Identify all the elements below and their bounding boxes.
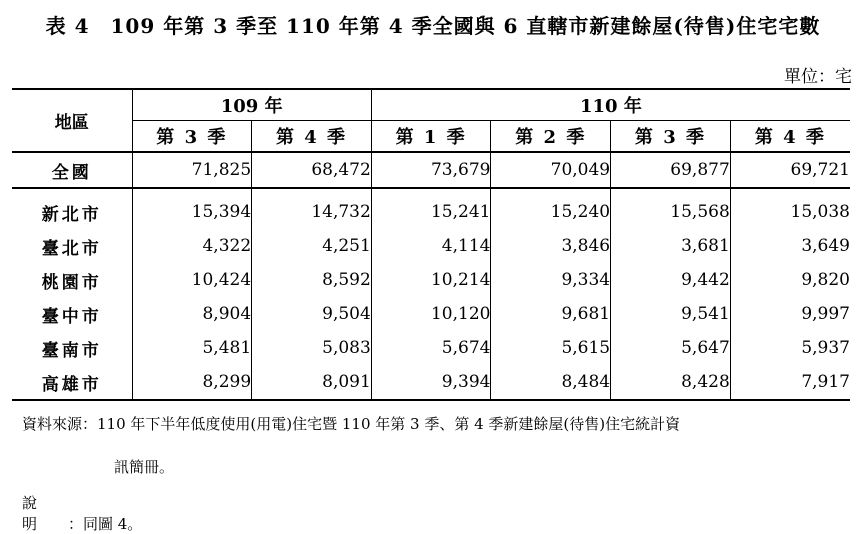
table-row — [12, 229, 850, 263]
table-row — [12, 365, 850, 400]
source-note-continued: 訊簡冊。 — [114, 458, 175, 476]
cell-value: 69,877 — [611, 152, 731, 188]
cell-value: 73,679 — [371, 152, 491, 188]
table-row — [12, 188, 850, 229]
quarter-header: 第 4 季 — [730, 121, 850, 153]
note-key: 說 明 — [22, 494, 68, 533]
cell-value: 3,846 — [491, 229, 611, 263]
cell-value: 8,484 — [491, 365, 611, 400]
cell-value: 3,649 — [801, 236, 850, 256]
cell-value: 5,647 — [611, 331, 731, 365]
row-label: 桃園市 — [12, 263, 132, 297]
cell-value: 8,299 — [132, 365, 252, 400]
cell-value: 15,394 — [132, 188, 252, 229]
header-row-years — [12, 89, 850, 121]
cell-value: 15,568 — [611, 188, 731, 229]
table-title: 表 4 109 年第 3 季至 110 年第 4 季全國與 6 直轄市新建餘屋(待售)住宅宅數 — [45, 14, 821, 38]
year-header-109: 109 年 — [132, 89, 371, 121]
row-label: 臺中市 — [12, 297, 132, 331]
cell-value: 68,472 — [252, 152, 372, 188]
cell-value: 9,442 — [611, 263, 731, 297]
cell-value: 5,083 — [252, 331, 372, 365]
table-row — [12, 263, 850, 297]
cell-value: 71,825 — [132, 152, 252, 188]
cell-value: 5,674 — [371, 331, 491, 365]
cell-value: 8,091 — [252, 365, 372, 400]
row-label: 全國 — [12, 152, 132, 188]
housing-table — [12, 88, 850, 401]
cell-value: 8,592 — [252, 263, 372, 297]
cell-value: 4,251 — [252, 229, 372, 263]
quarter-header: 第 2 季 — [491, 121, 611, 153]
cell-value: 10,424 — [132, 263, 252, 297]
cell-value: 7,917 — [730, 365, 850, 400]
cell-value: 15,038 — [790, 202, 850, 222]
cell-value: 70,049 — [491, 152, 611, 188]
row-label: 臺北市 — [12, 229, 132, 263]
source-note: 資料來源：110 年下半年低度使用(用電)住宅暨 110 年第 3 季、第 4 季新建餘屋(待售)住宅統計資 — [22, 415, 681, 433]
cell-value: 9,681 — [491, 297, 611, 331]
cell-value: 9,820 — [801, 270, 850, 290]
year-header-110: 110 年 — [371, 89, 850, 121]
cell-value: 69,721 — [730, 152, 850, 188]
row-label: 臺南市 — [12, 331, 132, 365]
cell-value: 3,681 — [611, 229, 731, 263]
cell-value: 4,322 — [132, 229, 252, 263]
quarter-header: 第 4 季 — [252, 121, 372, 153]
cell-value: 8,904 — [132, 297, 252, 331]
cell-value: 14,732 — [252, 188, 372, 229]
quarter-header: 第 3 季 — [611, 121, 731, 153]
cell-value: 4,114 — [371, 229, 491, 263]
cell-value: 15,240 — [491, 188, 611, 229]
cell-value: 9,394 — [371, 365, 491, 400]
cell-value: 5,481 — [132, 331, 252, 365]
quarter-header: 第 3 季 — [132, 121, 252, 153]
unit-label: 單位：宅 — [784, 67, 852, 87]
cell-value: 9,334 — [491, 263, 611, 297]
cell-value: 9,541 — [611, 297, 731, 331]
explanation-note — [22, 492, 142, 534]
cell-value: 15,241 — [371, 188, 491, 229]
cell-value: 8,428 — [611, 365, 731, 400]
region-header: 地區 — [12, 89, 132, 152]
cell-value: 10,214 — [371, 263, 491, 297]
cell-value: 5,615 — [491, 331, 611, 365]
note-value: ：同圖 4。 — [68, 515, 143, 533]
header-row-quarters — [12, 121, 850, 153]
row-label: 新北市 — [12, 188, 132, 229]
total-row — [12, 152, 850, 188]
table-row — [12, 331, 850, 365]
cell-value: 9,504 — [252, 297, 372, 331]
table-row — [12, 297, 850, 331]
row-label: 高雄市 — [12, 365, 132, 400]
cell-value: 5,937 — [801, 338, 850, 358]
cell-value: 10,120 — [371, 297, 491, 331]
cell-value: 9,997 — [801, 304, 850, 324]
quarter-header: 第 1 季 — [371, 121, 491, 153]
